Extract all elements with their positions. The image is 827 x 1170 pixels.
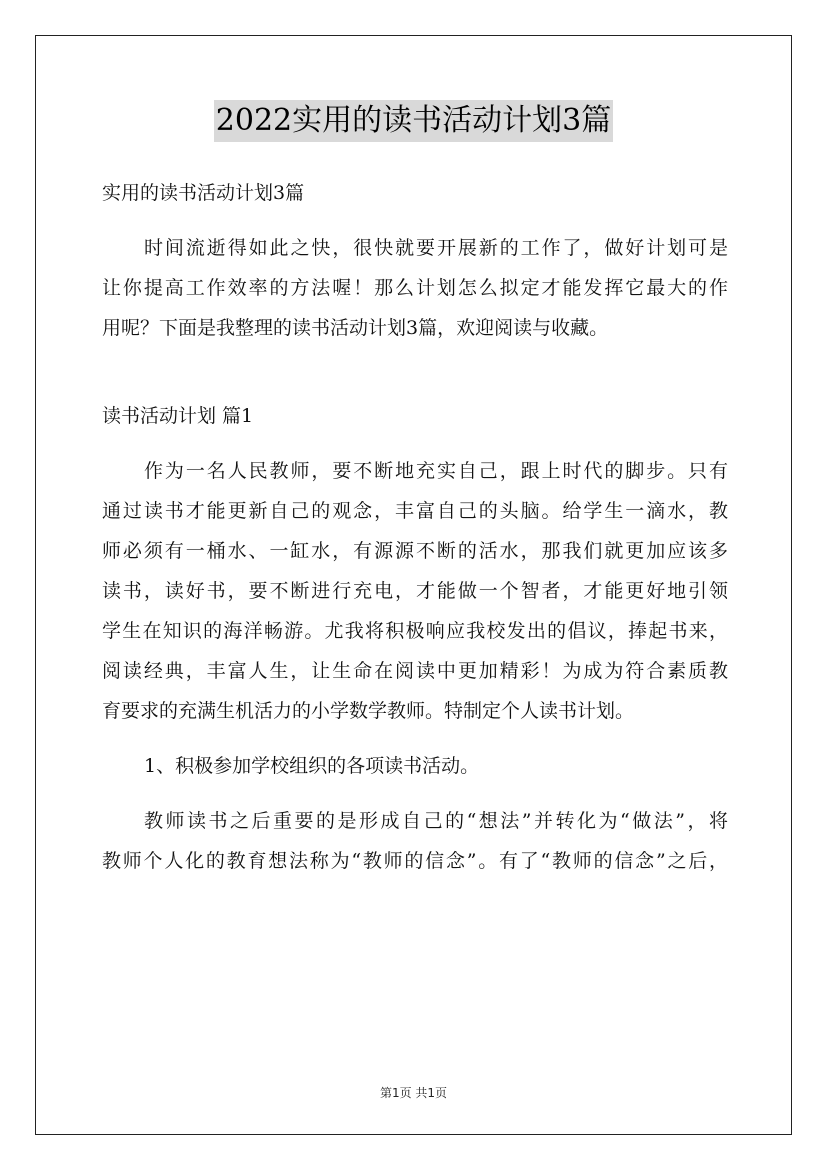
paragraph-line: 读书，读好书，要不断进行充电，才能做一个智者，才能更好地引领 <box>102 580 728 602</box>
spacer <box>102 436 728 451</box>
section-heading: 读书活动计划 篇1 <box>102 405 254 427</box>
spacer <box>102 348 728 396</box>
section-paragraph-1 <box>102 451 728 731</box>
paragraph-line: 育要求的充满生机活力的小学数学教师。特制定个人读书计划。 <box>102 700 635 722</box>
paragraph-line: 阅读经典，丰富人生，让生命在阅读中更加精彩！为成为符合素质教 <box>102 660 728 682</box>
document-body <box>102 173 728 881</box>
spacer <box>102 786 728 801</box>
paragraph-line: 通过读书才能更新自己的观念，丰富自己的头脑。给学生一滴水，教 <box>102 500 728 522</box>
paragraph-line: 教师读书之后重要的是形成自己的“想法”并转化为“做法”，将 <box>144 810 728 832</box>
document-title: 2022实用的读书活动计划3篇 <box>214 100 613 142</box>
title-container <box>0 100 827 142</box>
list-item-1: 1、积极参加学校组织的各项读书活动。 <box>144 755 480 777</box>
paragraph-line: 教师个人化的教育想法称为“教师的信念”。有了“教师的信念”之后， <box>102 850 728 872</box>
paragraph-line: 作为一名人民教师，要不断地充实自己，跟上时代的脚步。只有 <box>144 460 728 482</box>
intro-line: 让你提高工作效率的方法喔！那么计划怎么拟定才能发挥它最大的作 <box>102 277 728 299</box>
page-footer: 第1页 共1页 <box>379 1086 448 1100</box>
document-subtitle: 实用的读书活动计划3篇 <box>102 182 305 204</box>
section-paragraph-2 <box>102 801 728 881</box>
intro-line: 用呢？下面是我整理的读书活动计划3篇，欢迎阅读与收藏。 <box>102 317 609 339</box>
paragraph-line: 学生在知识的海洋畅游。尤我将积极响应我校发出的倡议，捧起书来， <box>102 620 728 642</box>
intro-line: 时间流逝得如此之快，很快就要开展新的工作了，做好计划可是 <box>144 237 728 259</box>
spacer <box>102 213 728 228</box>
paragraph-line: 师必须有一桶水、一缸水，有源源不断的活水，那我们就更加应该多 <box>102 540 728 562</box>
intro-paragraph <box>102 228 728 348</box>
spacer <box>102 731 728 746</box>
